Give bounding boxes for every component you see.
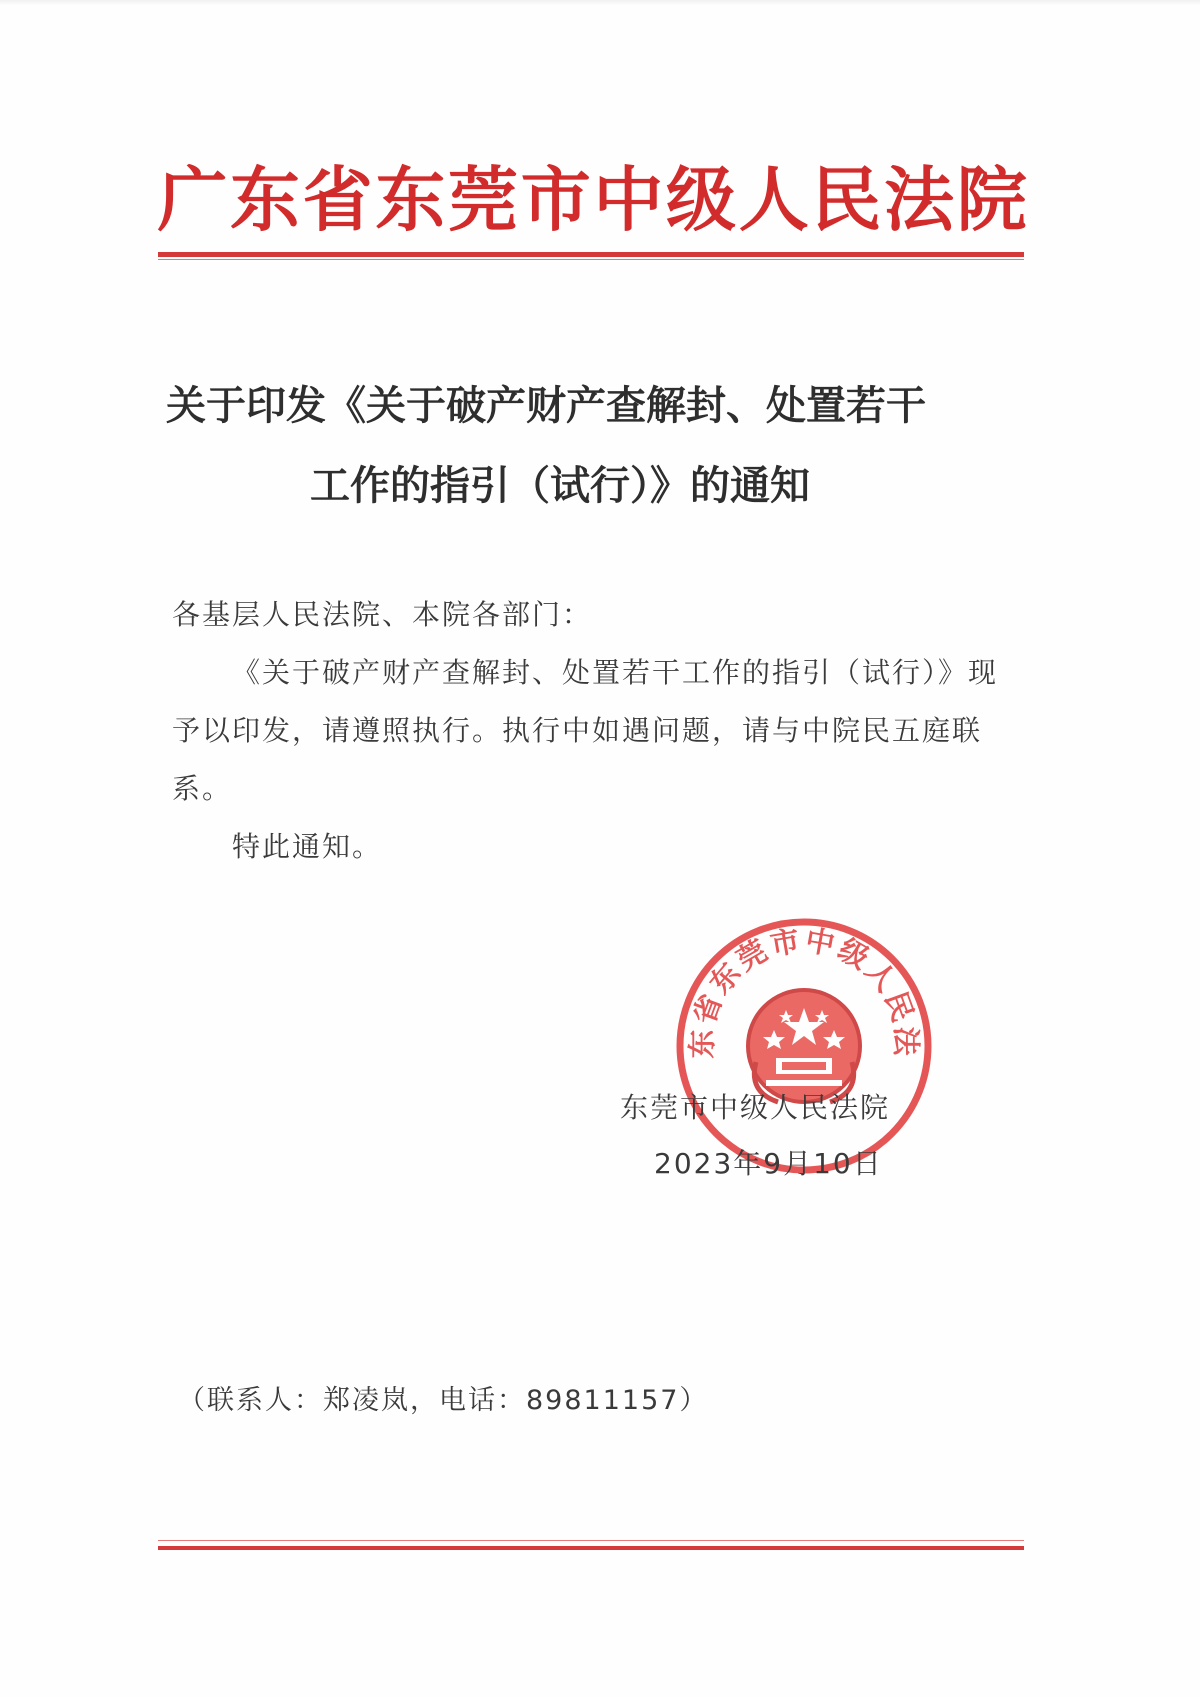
contact-info: （联系人：郑凌岚，电话：89811157） bbox=[178, 1385, 709, 1416]
masthead-char: 法 bbox=[884, 159, 955, 241]
masthead-char: 省 bbox=[302, 159, 373, 241]
masthead-char: 莞 bbox=[448, 159, 519, 241]
masthead-char: 广 bbox=[157, 159, 228, 241]
issuing-court: 东莞市中级人民法院 bbox=[620, 1091, 891, 1124]
masthead-char: 东 bbox=[375, 159, 446, 241]
masthead-char: 东 bbox=[230, 159, 300, 241]
masthead-char: 中 bbox=[593, 159, 664, 241]
notice-title bbox=[160, 366, 1020, 526]
court-masthead bbox=[156, 150, 1028, 250]
masthead-red-rule bbox=[158, 252, 1024, 257]
seal-arc-text: 东省东莞市中级人民法 bbox=[684, 922, 924, 1059]
notice-title-line-2: 工作的指引（试行）》的通知 bbox=[310, 462, 810, 509]
masthead-char: 级 bbox=[666, 159, 737, 241]
salutation: 各基层人民法院、本院各部门： bbox=[172, 598, 593, 631]
body-paragraph: 《关于破产财产查解封、处置若干工作的指引（试行）》现予以印发，请遵照执行。执行中如遇问题，请与中院民五庭联系。 bbox=[172, 656, 999, 805]
masthead-char: 市 bbox=[520, 159, 591, 241]
issue-date: 2023年9月10日 bbox=[654, 1147, 883, 1180]
masthead-char: 民 bbox=[811, 159, 882, 241]
footer-red-rule bbox=[158, 1546, 1024, 1550]
scan-edge bbox=[0, 0, 1200, 6]
masthead-char: 院 bbox=[956, 159, 1027, 241]
closing-line: 特此通知。 bbox=[232, 830, 383, 863]
masthead-char: 人 bbox=[738, 159, 809, 241]
notice-body bbox=[172, 586, 1022, 876]
notice-title-line-1: 关于印发《关于破产财产查解封、处置若干 bbox=[166, 382, 926, 429]
signature-block bbox=[620, 1080, 940, 1192]
